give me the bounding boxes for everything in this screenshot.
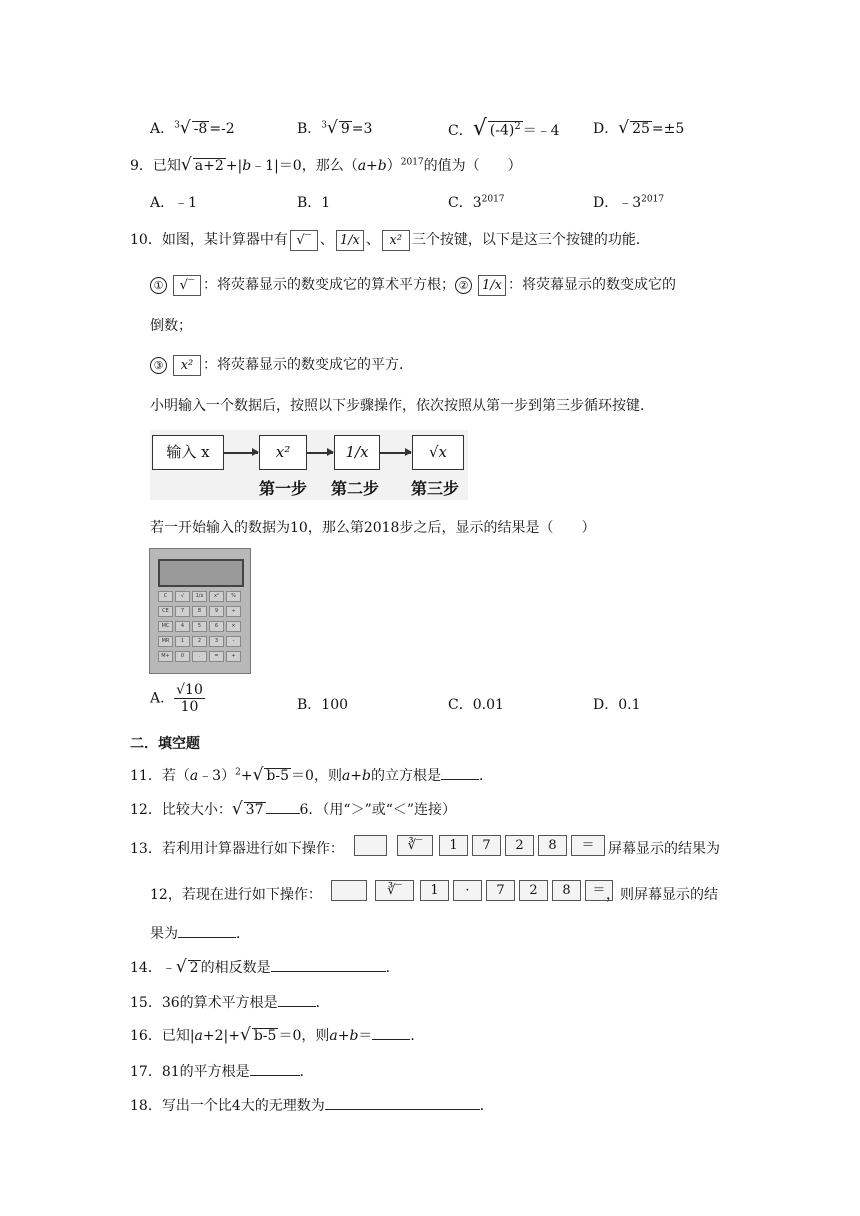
q13-line2-end: ，则屏幕显示的结 [606, 887, 718, 903]
flow-step2-label: 第二步 [331, 479, 380, 498]
calculator-key: 7 [175, 606, 190, 617]
calculator-key: MC [158, 621, 173, 632]
calculator-key: 2 [192, 636, 207, 647]
answer-blank[interactable] [325, 1095, 480, 1110]
calculator-key: 7 [486, 880, 515, 901]
answer-blank[interactable] [266, 799, 300, 814]
arrow-icon [380, 452, 411, 454]
calculator-key: 7 [472, 835, 501, 856]
calculator-key: 0 [175, 651, 190, 662]
answer-blank[interactable] [178, 923, 236, 938]
calculator-key: 8 [538, 835, 567, 856]
calculator-image [149, 548, 251, 674]
calculator-key: ＝ [571, 835, 605, 856]
sqrt-key: √‾ [290, 230, 318, 251]
flow-step2-box: 1/x [334, 435, 380, 470]
question-13: 13．若利用计算器进行如下操作： [130, 841, 344, 857]
calculator-key: C [158, 591, 173, 602]
question-15: 15．36的算术平方根是 ． [130, 992, 330, 1012]
blank-calculator-key [354, 835, 387, 856]
calculator-key: 1 [439, 835, 468, 856]
q13-line1-end: 屏幕显示的结果为 [608, 841, 720, 857]
calculator-key: - [226, 636, 241, 647]
question-9: 9．已知√ a+2 +|b﹣1|＝0，那么$(a+b)^{2017}$的值为（ ） [130, 155, 522, 175]
calculator-key: ∛‾ [375, 880, 414, 901]
q13-line2: 12，若现在进行如下操作： [150, 887, 322, 903]
q10-description: 小明输入一个数据后，按照以下步骤操作，依次按照从第一步到第三步循环按键． [150, 398, 654, 414]
q10-question: 若一开始输入的数据为10，那么第2018步之后，显示的结果是（ ） [150, 520, 596, 536]
calculator-key: MR [158, 636, 173, 647]
answer-blank[interactable] [271, 957, 386, 972]
q13-line3: 果为 ． [150, 923, 250, 943]
blank-calculator-key [331, 880, 367, 901]
question-14: 14．﹣√ 2 的相反数是 ． [130, 957, 400, 977]
q10-function-3: ③ x² ：将荧幕显示的数变成它的平方． [150, 354, 413, 376]
q9-option-b[interactable]: B．1 [297, 195, 331, 211]
q10-option-b[interactable]: B．100 [297, 697, 349, 713]
flow-step3-label: 第三步 [411, 479, 460, 498]
arrow-icon [307, 452, 333, 454]
section-heading-fill-in: 二．填空题 [130, 736, 200, 752]
flow-input-box: 输入 x [152, 435, 224, 470]
question-18: 18．写出一个比4大的无理数为 ． [130, 1095, 494, 1115]
q10-option-c[interactable]: C．0.01 [448, 697, 504, 713]
answer-blank[interactable] [250, 1061, 300, 1076]
q8-option-c[interactable]: C．√ $(-4)^2$ ＝﹣4 [448, 116, 560, 141]
q8-option-b[interactable]: B．$^3$√ 9 =3 [297, 118, 373, 138]
question-17: 17．81的平方根是 ． [130, 1061, 314, 1081]
square-key: x² [173, 355, 201, 376]
calculator-key: x² [209, 591, 224, 602]
calculator-key: . [192, 651, 207, 662]
arrow-icon [224, 452, 258, 454]
q9-option-d[interactable]: D．$﹣3^{2017}$ [593, 194, 665, 211]
q9-option-a[interactable]: A．﹣1 [150, 195, 198, 211]
calculator-key: 9 [209, 606, 224, 617]
calculator-key: √ [175, 591, 190, 602]
q9-option-c[interactable]: C．$3^{2017}$ [448, 194, 505, 211]
calculator-key: = [209, 651, 224, 662]
q10-option-a[interactable]: A． $\frac{√10}{10}$ [150, 682, 203, 716]
answer-blank[interactable] [441, 765, 479, 780]
flow-step1-box: x² [259, 435, 307, 470]
q8-option-a[interactable]: A．$^3$√ -8 =-2 [150, 118, 235, 138]
calculator-key: % [226, 591, 241, 602]
calculator-key: 8 [552, 880, 581, 901]
square-key: x² [382, 230, 410, 251]
flow-step1-label: 第一步 [259, 479, 308, 498]
calculator-key: ∛‾ [397, 835, 433, 856]
q8-option-d[interactable]: D．√ 25 =±5 [593, 118, 685, 138]
calculator-key: 6 [209, 621, 224, 632]
answer-blank[interactable] [372, 1025, 410, 1040]
calculator-key: 8 [192, 606, 207, 617]
question-11: 11．若（a﹣3）$^2$+√ b-5 ＝0，则a+b的立方根是 ． [130, 765, 493, 785]
calculator-key: × [226, 621, 241, 632]
calculator-key: 5 [192, 621, 207, 632]
calculator-key: 2 [519, 880, 548, 901]
question-10: 10．如图，某计算器中有 √‾ 、 1/x 、 x² 三个按键，以下是这三个按键的功能． [130, 229, 650, 251]
calculator-key: + [226, 651, 241, 662]
calculator-key: M+ [158, 651, 173, 662]
reciprocal-key: 1/x [336, 230, 364, 251]
question-12: 12．比较大小：√ 37 6．（用“＞”或“＜”连接） [130, 799, 457, 819]
calculator-key: · [453, 880, 482, 901]
calculator-key: ＝ [585, 880, 613, 901]
flow-step3-box: √x [412, 435, 464, 470]
question-16: 16．已知|a+2|+√ b-5 ＝0，则a+b＝ ． [130, 1025, 425, 1045]
q10-option-d[interactable]: D．0.1 [593, 697, 641, 713]
q10-function-1-2: ① √‾ ：将荧幕显示的数变成它的算术平方根； ② 1/x ：将荧幕显示的数变成它的 [150, 274, 676, 296]
calculator-key: 2 [505, 835, 534, 856]
calculator-key: 1 [420, 880, 449, 901]
q10-function-2-cont: 倒数； [150, 318, 192, 334]
calculator-key: CE [158, 606, 173, 617]
calculator-key: 3 [209, 636, 224, 647]
calculator-key: 4 [175, 621, 190, 632]
calculator-key: ÷ [226, 606, 241, 617]
answer-blank[interactable] [278, 992, 316, 1007]
calculator-display [158, 559, 244, 587]
calculator-key: 1/x [192, 591, 207, 602]
reciprocal-key: 1/x [478, 275, 506, 296]
calculator-key: 1 [175, 636, 190, 647]
sqrt-key: √‾ [173, 275, 201, 296]
